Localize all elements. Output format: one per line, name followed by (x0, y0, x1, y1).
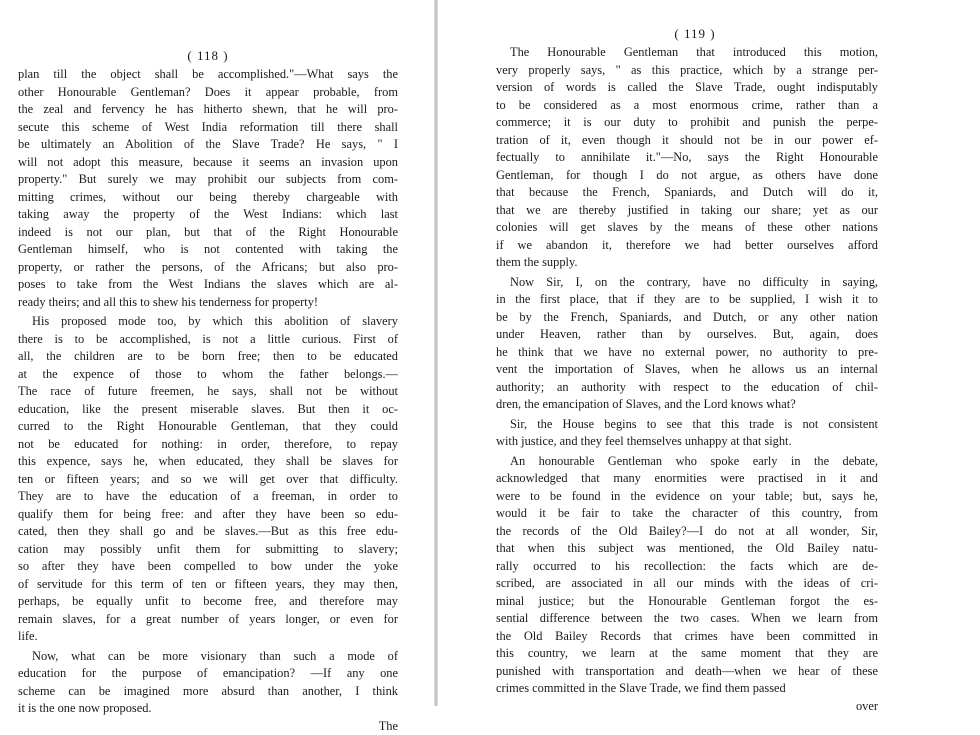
text-line: to be considered as a most enormous crime, rather than a (496, 97, 878, 115)
text-line: punished with transportation and death—when we hear of these (496, 663, 878, 681)
text-line: so after they have been compelled to bow under the yoke (18, 558, 398, 576)
paragraph (496, 274, 878, 414)
text-line: remain slaves, for a great number of years longer, or even for (18, 611, 398, 629)
text-line: them the supply. (496, 254, 878, 272)
text-line: be by the French, Spaniards, and Dutch, or any other nation (496, 309, 878, 327)
text-line: His proposed mode too, by which this abolition of slavery (18, 313, 398, 331)
paragraph (18, 648, 398, 718)
text-line: property, or rather the persons, of the Africans; but also pro- (18, 259, 398, 277)
right-page-body (496, 44, 878, 698)
text-line: there is to be accomplished, is not a little curious. First of (18, 331, 398, 349)
text-line: vent the importation of Slaves, when he allows us an internal (496, 361, 878, 379)
left-page (18, 0, 398, 735)
text-line: the zeal and fervency he has hitherto shewn, that he will pro- (18, 101, 398, 119)
text-line: were to be found in the evidence on your table; but, says he, (496, 488, 878, 506)
text-line: the Old Bailey Records that crimes have been committed in (496, 628, 878, 646)
text-line: all, the children are to be born free; then to be educated (18, 348, 398, 366)
text-line: An honourable Gentleman who spoke early in the debate, (496, 453, 878, 471)
text-line: property." But surely we may prohibit our subjects from com- (18, 171, 398, 189)
text-line: They are to have the education of a freeman, in order to (18, 488, 398, 506)
text-line: it is the one now proposed. (18, 700, 398, 718)
text-line: ten or fifteen years; and so we will get over that difficulty. (18, 471, 398, 489)
text-line: very properly says, " as this practice, which by a strange per- (496, 62, 878, 80)
text-line: cated, then they shall go and be slaves.—But as this free edu- (18, 523, 398, 541)
text-line: in the first place, that if they are to be supplied, I wish it to (496, 291, 878, 309)
text-line: at the expence of those to whom the father belongs.— (18, 366, 398, 384)
text-line: if we abandon it, therefore we had better ourselves afford (496, 237, 878, 255)
paragraph (18, 66, 398, 311)
text-line: crimes committed in the Slave Trade, we find them passed (496, 680, 878, 698)
text-line: authority; an authority with respect to the education of chil- (496, 379, 878, 397)
text-line: life. (18, 628, 398, 646)
text-line: Gentleman, for though I do not argue, as others have done (496, 167, 878, 185)
text-line: plan till the object shall be accomplished."—What says the (18, 66, 398, 84)
book-gutter (434, 0, 438, 706)
text-line: qualify them for being free: and after they have been so edu- (18, 506, 398, 524)
text-line: the records of the Old Bailey?—I do not at all wonder, Sir, (496, 523, 878, 541)
text-line: with justice, and they feel themselves unhappy at that sight. (496, 433, 878, 451)
text-line: of servitude for this term of ten or fifteen years, they may then, (18, 576, 398, 594)
right-catchword: over (496, 698, 878, 716)
text-line: be ultimately an Abolition of the Slave Trade? He says, " I (18, 136, 398, 154)
text-line: minal justice; but the Honourable Gentleman forgot the es- (496, 593, 878, 611)
text-line: this expence, says he, when educated, they shall be slaves for (18, 453, 398, 471)
text-line: scheme can be imagined more absurd than another, I think (18, 683, 398, 701)
text-line: education, like the present miserable slaves. But then it oc- (18, 401, 398, 419)
text-line: taking away the property of the West Indians: which last (18, 206, 398, 224)
left-catchword: The (18, 718, 398, 735)
text-line: secute this scheme of West India reformation till there shall (18, 119, 398, 137)
paragraph (496, 416, 878, 451)
text-line: Gentleman himself, who is not contented with taking the (18, 241, 398, 259)
text-line: other Honourable Gentleman? Does it appear probable, from (18, 84, 398, 102)
text-line: indeed is not our plan, but that of the Right Honourable (18, 224, 398, 242)
paragraph (496, 44, 878, 272)
text-line: colonies will get slaves by the means of these other nations (496, 219, 878, 237)
text-line: rally occurred to his recollection: the facts which are de- (496, 558, 878, 576)
text-line: Now Sir, I, on the contrary, have no difficulty in saying, (496, 274, 878, 292)
left-page-number: ( 118 ) (18, 46, 398, 66)
text-line: will not adopt this measure, because it seems an invasion upon (18, 154, 398, 172)
text-line: that we are thereby justified in taking our share; yet as our (496, 202, 878, 220)
text-line: ready theirs; and all this to shew his tenderness for property! (18, 294, 398, 312)
text-line: version of words is called the Slave Trade, ought indisputably (496, 79, 878, 97)
text-line: not be educated for nothing: in order, therefore, to repay (18, 436, 398, 454)
text-line: Now, what can be more visionary than such a mode of (18, 648, 398, 666)
text-line: education for the purpose of emancipation? —If any one (18, 665, 398, 683)
left-page-body (18, 66, 398, 718)
text-line: sential difference between the two cases. When we learn from (496, 610, 878, 628)
paragraph (18, 313, 398, 646)
text-line: The race of future freemen, he says, shall not be without (18, 383, 398, 401)
paragraph (496, 453, 878, 698)
text-line: poses to take from the West Indians the slaves which are al- (18, 276, 398, 294)
text-line: Sir, the House begins to see that this trade is not consistent (496, 416, 878, 434)
text-line: scribed, are associated in all our minds with the ideas of cri- (496, 575, 878, 593)
text-line: The Honourable Gentleman that introduced this motion, (496, 44, 878, 62)
text-line: that when this subject was mentioned, the Old Bailey natu- (496, 540, 878, 558)
text-line: curred to the Right Honourable Gentleman, that they could (18, 418, 398, 436)
text-line: would it be fair to take the character of this country, from (496, 505, 878, 523)
text-line: dren, the emancipation of Slaves, and the Lord knows what? (496, 396, 878, 414)
text-line: perhaps, be equally unfit to become free, and therefore may (18, 593, 398, 611)
text-line: under Heaven, rather than by ourselves. But, again, does (496, 326, 878, 344)
text-line: fectually to annihilate it."—No, says the Right Honourable (496, 149, 878, 167)
text-line: this country, we learn at the same moment that they are (496, 645, 878, 663)
text-line: cation may possibly unfit them for submitting to slavery; (18, 541, 398, 559)
text-line: he think that we have no external power, no authority to pre- (496, 344, 878, 362)
text-line: commerce; it is our duty to prohibit and punish the perpe- (496, 114, 878, 132)
text-line: acknowledged that many enormities were practised in it and (496, 470, 878, 488)
text-line: that because the French, Spaniards, and Dutch will do it, (496, 184, 878, 202)
right-page (496, 0, 878, 715)
text-line: tration of it, even though it should not be in our power ef- (496, 132, 878, 150)
right-page-number: ( 119 ) (512, 24, 878, 44)
text-line: mitting crimes, without our being thereby chargeable with (18, 189, 398, 207)
